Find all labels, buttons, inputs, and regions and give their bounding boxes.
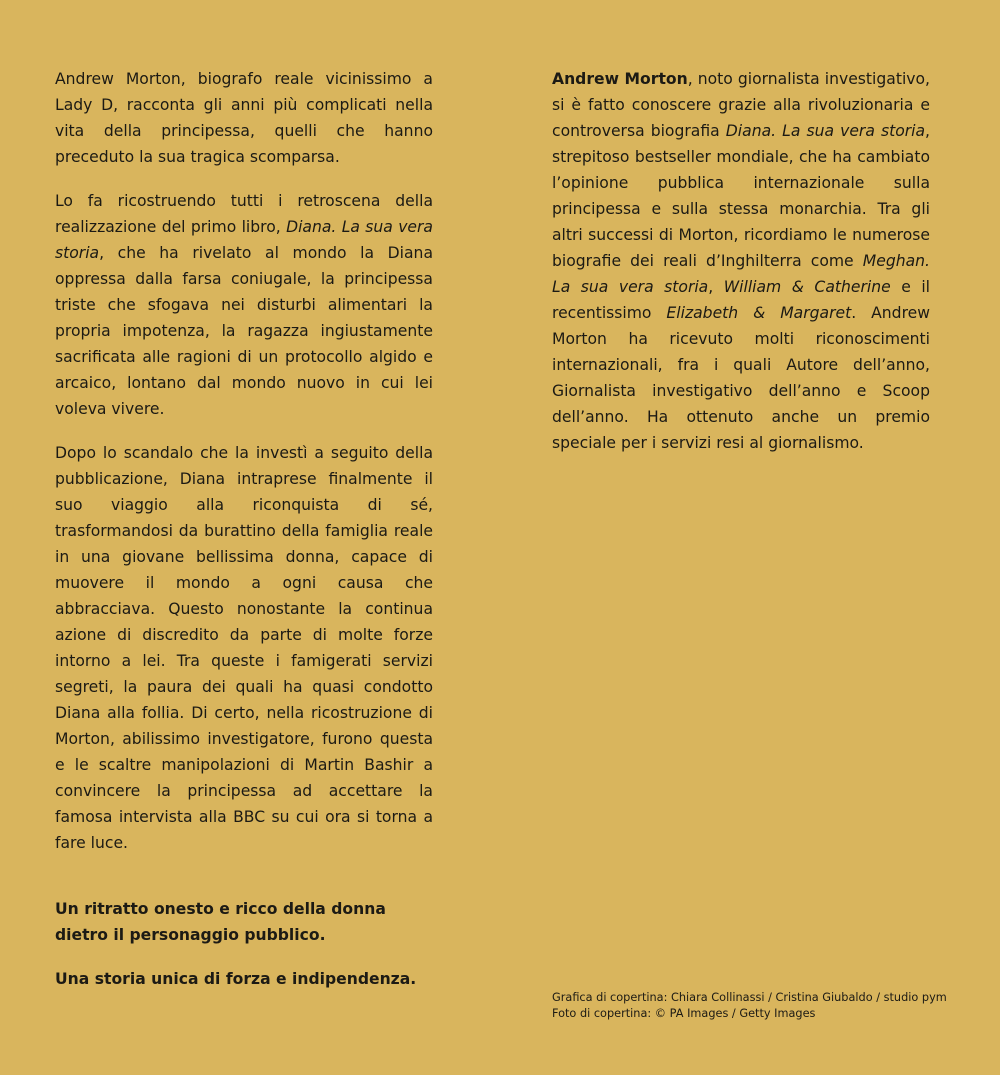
synopsis-paragraph-3: Dopo lo scandalo che la investì a seguito della pubblicazione, Diana intraprese finalmente il suo viaggio alla riconquista di sé, trasformandosi da burattino della famiglia reale in una giovane bellissima donna, capace di muovere il mondo a ogni causa che abbracciava. Questo nonostante la continua azione di discredito da parte di molte forze intorno a lei. Tra queste i famigerati servizi segreti, la paura dei quali ha quasi condotto Diana alla follia. Di certo, nella ricostruzione di Morton, abilissimo investigatore, furono questa e le scaltre manipolazioni di Martin Bashir a convincere la principessa ad accettare la famosa intervista alla BBC su cui ora si torna a fare luce. [55, 444, 433, 852]
bio-text-5: . Andrew Morton ha ricevuto molti riconoscimenti internazionali, fra i quali Autore dell’anno, Giornalista investigativo dell’anno e Scoop dell’anno. Ha ottenuto anche un premio speciale per i servizi resi al giornalismo. [552, 304, 930, 452]
bio-book-elizabeth-margaret: Elizabeth & Margaret [666, 304, 852, 322]
synopsis-paragraph-2-start: Lo fa ricostruendo tutti i retroscena della realizzazione del primo libro, [55, 192, 433, 236]
bio-book-william-catherine: William & Catherine [723, 278, 891, 296]
bio-text-2: , strepitoso bestseller mondiale, che ha cambiato l’opinione pubblica internazionale sulla principessa e sulla stessa monarchia. Tra gli altri successi di Morton, ricordiamo le numerose biografie dei reali d’Inghilterra come [552, 122, 931, 270]
bio-book-diana: Diana. La sua vera storia [725, 122, 926, 140]
bio-text-4: e il recentissimo [552, 278, 930, 322]
book-title-diana: Diana. La sua vera storia [55, 218, 433, 262]
tagline-portrait: Un ritratto onesto e ricco della donna dietro il personaggio pubblico. [55, 900, 386, 944]
credit-cover-design: Grafica di copertina: Chiara Collinassi / Cristina Giubaldo / studio pym [552, 991, 947, 1004]
cover-credits [552, 990, 972, 1022]
tagline-story: Una storia unica di forza e indipendenza. [55, 970, 417, 988]
bio-book-meghan: Meghan. La sua vera storia [552, 252, 930, 296]
bio-text-1: , noto giornalista investigativo, si è fatto conoscere grazie alla rivoluzionaria e controversa biografia [552, 70, 930, 140]
bio-text-3: , [708, 278, 724, 296]
author-name: Andrew Morton [552, 70, 688, 88]
synopsis-paragraph-2-end: , che ha rivelato al mondo la Diana oppressa dalla farsa coniugale, la principessa triste che sfogava nei disturbi alimentari la propria impotenza, la ragazza ingiustamente sacrificata alle ragioni di un protocollo algido e arcaico, lontano dal mondo nuovo in cui lei voleva vivere. [55, 244, 433, 418]
synopsis-column [55, 66, 433, 1010]
author-bio-column [552, 66, 930, 474]
credit-cover-photo: Foto di copertina: © PA Images / Getty Images [552, 1007, 816, 1020]
author-bio-paragraph [552, 66, 930, 456]
synopsis-paragraph-2 [55, 188, 433, 422]
synopsis-paragraph-1: Andrew Morton, biografo reale vicinissimo a Lady D, racconta gli anni più complicati nella vita della principessa, quelli che hanno preceduto la sua tragica scomparsa. [55, 70, 433, 166]
